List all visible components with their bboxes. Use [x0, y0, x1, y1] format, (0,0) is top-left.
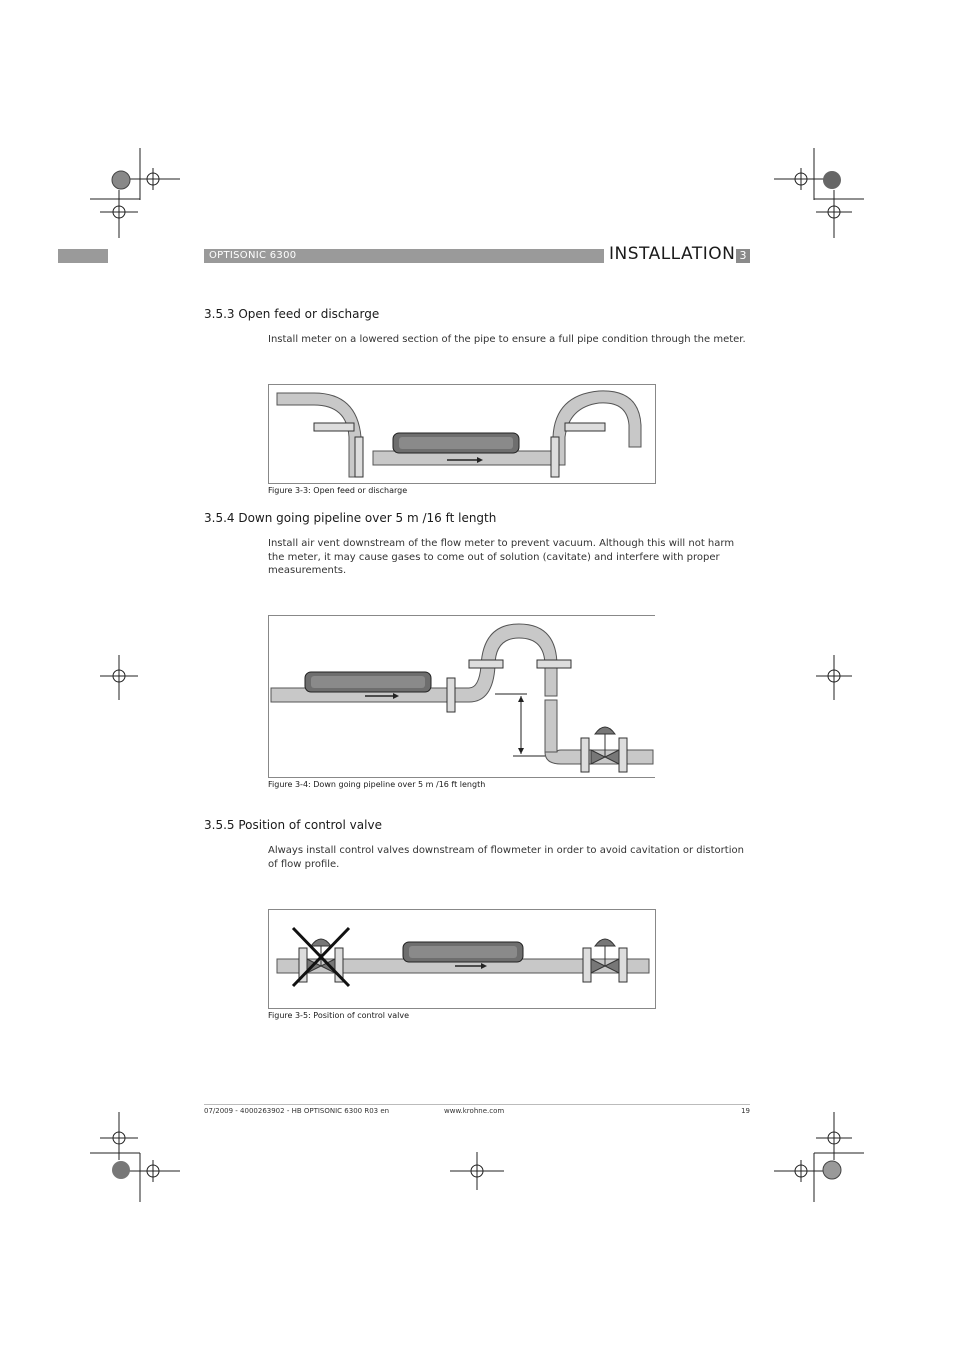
footer-url: www.krohne.com	[444, 1107, 505, 1115]
footer-page-number: 19	[741, 1107, 750, 1115]
header-bar-left	[58, 249, 108, 263]
caption-figure-3-4: Figure 3-4: Down going pipeline over 5 m /16 ft length	[268, 780, 486, 789]
footer-doc-info: 07/2009 - 4000263902 - HB OPTISONIC 6300 R03 en	[204, 1107, 390, 1115]
section-title-down-going: 3.5.4 Down going pipeline over 5 m /16 ft length	[204, 511, 497, 525]
figure-control-valve	[268, 909, 656, 1009]
section-text-open-feed: Install meter on a lowered section of the pipe to ensure a full pipe condition through the meter.	[268, 334, 746, 345]
section-text-down-going: Install air vent downstream of the flow meter to prevent vacuum. Although this will not harm the meter, it may cause gases to come out of solution (cavitate) and interfere with proper measurements.	[268, 538, 735, 576]
figure-open-feed	[268, 384, 656, 484]
figure-open-feed-drawing	[269, 385, 655, 483]
figure-down-going	[268, 615, 655, 778]
figure-down-going-drawing	[269, 616, 655, 777]
section-title-open-feed: 3.5.3 Open feed or discharge	[204, 307, 380, 321]
figure-control-valve-drawing	[269, 910, 655, 1008]
section-text-control-valve: Always install control valves downstream of flowmeter in order to avoid cavitation or distortion of flow profile.	[268, 845, 744, 870]
section-title-control-valve: 3.5.5 Position of control valve	[204, 818, 382, 832]
caption-figure-3-3: Figure 3-3: Open feed or discharge	[268, 486, 408, 495]
header-section-title: INSTALLATION	[609, 244, 736, 264]
caption-figure-3-5: Figure 3-5: Position of control valve	[268, 1011, 410, 1020]
header-product-name: OPTISONIC 6300	[209, 250, 297, 261]
header-section-number: 3	[736, 249, 750, 263]
footer-rule	[204, 1104, 750, 1105]
